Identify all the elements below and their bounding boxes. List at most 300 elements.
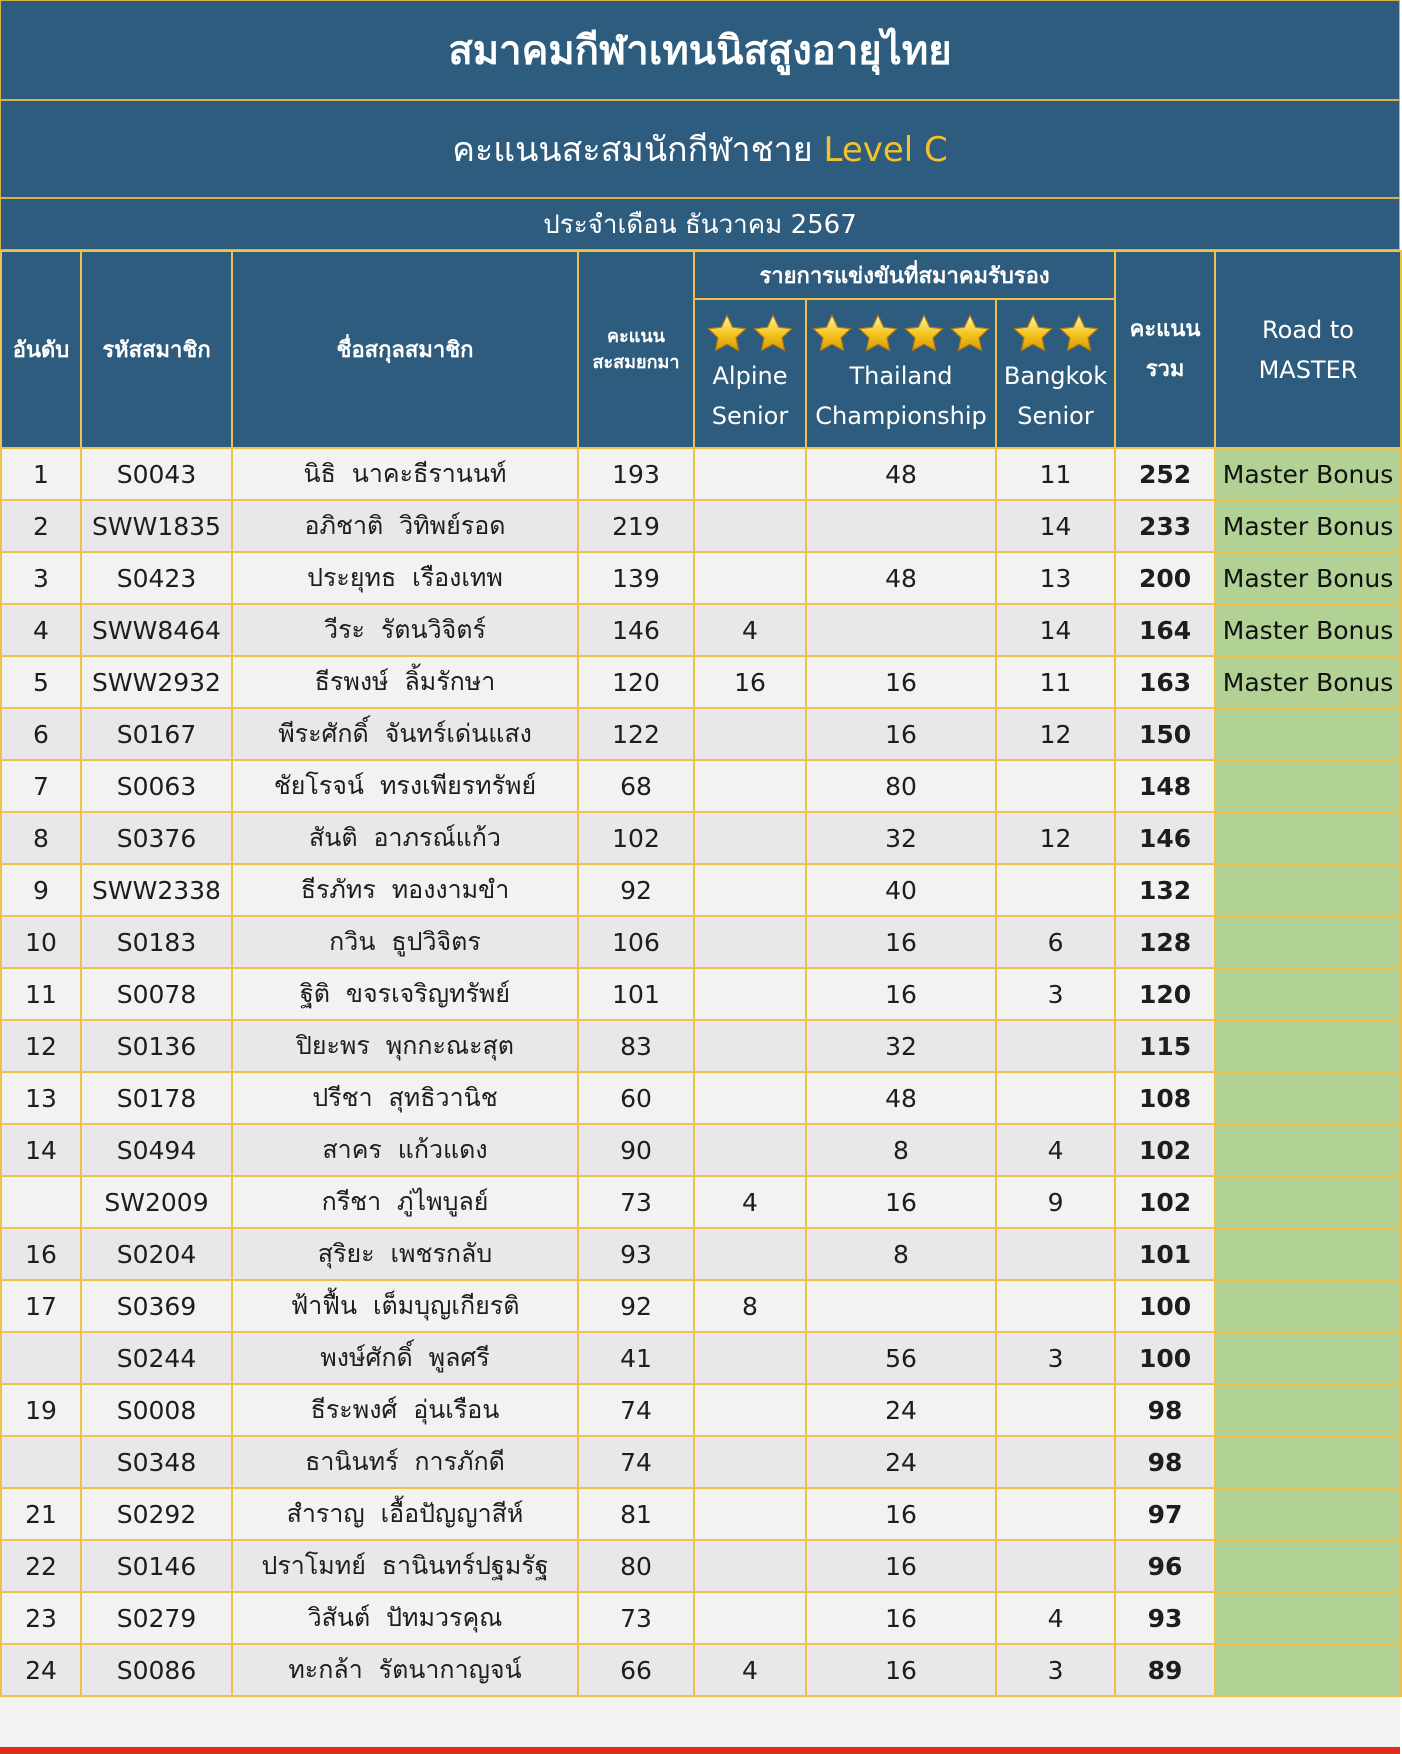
thailand-points-cell: 48 [806, 1072, 996, 1124]
table-row [1, 1020, 1401, 1072]
first-name: ปราโมทย์ [261, 1551, 366, 1580]
total-points-cell: 97 [1115, 1488, 1215, 1540]
alpine-points-cell [694, 552, 806, 604]
rank-cell: 24 [1, 1644, 81, 1696]
last-name: เต็มบุญเกียรติ [373, 1291, 520, 1320]
total-points-cell: 164 [1115, 604, 1215, 656]
thailand-points-cell: 16 [806, 656, 996, 708]
first-name: ฟ้าฟื้น [290, 1291, 358, 1320]
table-row [1, 500, 1401, 552]
member-name-cell [232, 1124, 578, 1176]
member-id-cell: S0376 [81, 812, 232, 864]
member-name-cell [232, 1644, 578, 1696]
road-to-master-cell: Master Bonus [1215, 448, 1401, 500]
first-name: พงษ์ศักดิ์ [320, 1343, 413, 1372]
member-id-cell: S0244 [81, 1332, 232, 1384]
table-row [1, 708, 1401, 760]
member-name-cell [232, 1020, 578, 1072]
road-to-master-cell [1215, 1072, 1401, 1124]
carried-points-cell: 80 [578, 1540, 694, 1592]
table-row [1, 448, 1401, 500]
alpine-points-cell [694, 1592, 806, 1644]
bangkok-points-cell [996, 1280, 1115, 1332]
last-name: อุ่นเรือน [413, 1395, 500, 1424]
bangkok-points-cell [996, 1072, 1115, 1124]
alpine-points-cell: 16 [694, 656, 806, 708]
carried-points-cell: 120 [578, 656, 694, 708]
member-name-cell [232, 812, 578, 864]
road-to-master-cell [1215, 1280, 1401, 1332]
thailand-points-cell: 80 [806, 760, 996, 812]
carried-points-cell: 93 [578, 1228, 694, 1280]
member-name-cell [232, 1228, 578, 1280]
thailand-points-cell: 48 [806, 448, 996, 500]
member-name-cell [232, 968, 578, 1020]
total-points-cell: 108 [1115, 1072, 1215, 1124]
bangkok-points-cell: 6 [996, 916, 1115, 968]
bottom-red-rule [0, 1747, 1400, 1754]
member-name-cell [232, 916, 578, 968]
road-to-master-cell [1215, 1540, 1401, 1592]
member-name-cell [232, 1280, 578, 1332]
event-name-line1: Bangkok [1003, 362, 1108, 390]
thailand-points-cell [806, 500, 996, 552]
rank-cell: 12 [1, 1020, 81, 1072]
first-name: วีระ [324, 615, 365, 644]
rank-cell: 19 [1, 1384, 81, 1436]
alpine-points-cell [694, 1228, 806, 1280]
alpine-points-cell [694, 1124, 806, 1176]
carried-points-cell: 74 [578, 1436, 694, 1488]
rank-cell: 5 [1, 656, 81, 708]
last-name: ภู่ไพบูลย์ [397, 1187, 489, 1216]
total-header-line1: คะแนน [1129, 316, 1201, 342]
thailand-points-cell: 16 [806, 708, 996, 760]
member-id-cell: S0146 [81, 1540, 232, 1592]
rank-cell: 14 [1, 1124, 81, 1176]
carried-points-cell: 68 [578, 760, 694, 812]
first-name: พีระศักดิ์ [278, 719, 369, 748]
total-points-cell: 98 [1115, 1436, 1215, 1488]
alpine-points-cell [694, 448, 806, 500]
alpine-points-cell [694, 1072, 806, 1124]
table-row [1, 1280, 1401, 1332]
last-name: การภักดี [414, 1447, 505, 1476]
carried-points-cell: 193 [578, 448, 694, 500]
member-id-cell: S0008 [81, 1384, 232, 1436]
bangkok-points-cell: 11 [996, 656, 1115, 708]
ranking-subtitle [0, 100, 1400, 198]
name-header: ชื่อสกุลสมาชิก [232, 251, 578, 448]
rank-cell: 22 [1, 1540, 81, 1592]
road-to-master-cell [1215, 968, 1401, 1020]
carried-points-cell: 60 [578, 1072, 694, 1124]
alpine-points-cell: 8 [694, 1280, 806, 1332]
table-row [1, 916, 1401, 968]
thailand-points-cell: 48 [806, 552, 996, 604]
total-points-cell: 102 [1115, 1124, 1215, 1176]
thailand-points-cell [806, 1280, 996, 1332]
last-name: แก้วแดง [397, 1135, 488, 1164]
carried-points-cell: 73 [578, 1592, 694, 1644]
road-to-master-header [1215, 251, 1401, 448]
member-name-cell [232, 448, 578, 500]
rank-cell: 23 [1, 1592, 81, 1644]
table-row [1, 1592, 1401, 1644]
road-to-master-cell [1215, 916, 1401, 968]
thailand-points-cell: 16 [806, 1644, 996, 1696]
member-id-cell: S0078 [81, 968, 232, 1020]
last-name: ทรงเพียรทรัพย์ [379, 771, 537, 800]
table-row [1, 968, 1401, 1020]
member-id-cell: SWW2338 [81, 864, 232, 916]
carried-points-cell: 219 [578, 500, 694, 552]
member-id-cell: S0494 [81, 1124, 232, 1176]
first-name: วิสันต์ [307, 1603, 371, 1632]
member-id-cell: S0178 [81, 1072, 232, 1124]
alpine-points-cell [694, 760, 806, 812]
road-to-master-cell [1215, 1488, 1401, 1540]
table-row [1, 1124, 1401, 1176]
thailand-points-cell: 32 [806, 1020, 996, 1072]
table-row [1, 1644, 1401, 1696]
alpine-points-cell [694, 1020, 806, 1072]
member-name-cell [232, 864, 578, 916]
carried-points-cell: 73 [578, 1176, 694, 1228]
total-points-cell: 233 [1115, 500, 1215, 552]
alpine-points-cell [694, 1436, 806, 1488]
member-id-cell: S0063 [81, 760, 232, 812]
level-label: Level C [823, 130, 948, 170]
star-rating [695, 300, 805, 356]
carried-header-line1: คะแนน [607, 325, 665, 347]
total-points-cell: 98 [1115, 1384, 1215, 1436]
rank-cell: 10 [1, 916, 81, 968]
rank-cell [1, 1176, 81, 1228]
total-points-cell: 96 [1115, 1540, 1215, 1592]
total-points-cell: 102 [1115, 1176, 1215, 1228]
last-name: รัตนวิจิตร์ [380, 615, 486, 644]
road-to-master-cell [1215, 760, 1401, 812]
total-points-cell: 150 [1115, 708, 1215, 760]
total-points-cell: 101 [1115, 1228, 1215, 1280]
rank-cell: 9 [1, 864, 81, 916]
table-row [1, 1540, 1401, 1592]
table-row [1, 552, 1401, 604]
road-to-master-cell [1215, 1176, 1401, 1228]
alpine-points-cell: 4 [694, 1644, 806, 1696]
last-name: รัตนากาญจน์ [378, 1655, 522, 1684]
bangkok-points-cell: 3 [996, 968, 1115, 1020]
first-name: ปรีชา [312, 1083, 373, 1112]
table-row [1, 1436, 1401, 1488]
carried-points-cell: 41 [578, 1332, 694, 1384]
first-name: กวิน [329, 927, 376, 956]
alpine-points-cell [694, 968, 806, 1020]
first-name: อภิชาติ [304, 511, 384, 540]
road-to-master-cell [1215, 1124, 1401, 1176]
thailand-points-cell: 16 [806, 968, 996, 1020]
rank-cell: 13 [1, 1072, 81, 1124]
last-name: สุทธิวานิช [388, 1083, 498, 1112]
event-name-line2: Senior [1017, 402, 1094, 430]
road-to-master-cell [1215, 1332, 1401, 1384]
alpine-points-cell [694, 916, 806, 968]
thailand-points-cell: 24 [806, 1436, 996, 1488]
bangkok-points-cell [996, 1228, 1115, 1280]
star-icon [1010, 334, 1056, 362]
association-title: สมาคมกีฬาเทนนิสสูงอายุไทย [0, 0, 1400, 100]
thailand-points-cell: 40 [806, 864, 996, 916]
total-points-cell: 252 [1115, 448, 1215, 500]
bangkok-points-cell [996, 864, 1115, 916]
member-name-cell [232, 760, 578, 812]
bangkok-points-cell [996, 1488, 1115, 1540]
last-name: ธูปวิจิตร [391, 927, 481, 956]
carried-header-line2: สะสมยกมา [592, 351, 680, 373]
member-name-cell [232, 708, 578, 760]
thailand-championship-header [806, 299, 996, 448]
star-icon [855, 334, 901, 362]
total-points-cell: 146 [1115, 812, 1215, 864]
carried-points-cell: 81 [578, 1488, 694, 1540]
thailand-points-cell: 16 [806, 916, 996, 968]
member-id-cell: S0043 [81, 448, 232, 500]
alpine-points-cell [694, 1332, 806, 1384]
carried-points-cell: 83 [578, 1020, 694, 1072]
event-name-line1: Alpine [712, 362, 788, 390]
total-points-cell: 93 [1115, 1592, 1215, 1644]
alpine-points-cell: 4 [694, 604, 806, 656]
last-name: ขจรเจริญทรัพย์ [345, 979, 511, 1008]
rank-cell [1, 1332, 81, 1384]
road-to-master-cell [1215, 864, 1401, 916]
carried-points-cell: 101 [578, 968, 694, 1020]
member-name-cell [232, 1436, 578, 1488]
total-points-cell: 100 [1115, 1280, 1215, 1332]
thailand-points-cell: 32 [806, 812, 996, 864]
last-name: เรืองเทพ [412, 563, 503, 592]
rank-cell: 16 [1, 1228, 81, 1280]
member-id-cell: S0183 [81, 916, 232, 968]
rank-cell: 1 [1, 448, 81, 500]
member-id-cell: SWW8464 [81, 604, 232, 656]
table-row [1, 656, 1401, 708]
rank-header: อันดับ [1, 251, 81, 448]
table-row [1, 864, 1401, 916]
bangkok-points-cell [996, 760, 1115, 812]
rank-cell: 21 [1, 1488, 81, 1540]
first-name: สำราญ [286, 1499, 365, 1528]
road-to-master-cell: Master Bonus [1215, 552, 1401, 604]
member-id-cell: S0167 [81, 708, 232, 760]
thailand-points-cell: 16 [806, 1488, 996, 1540]
subtitle-text: คะแนนสะสมนักกีฬาชาย [452, 130, 813, 170]
total-points-cell: 89 [1115, 1644, 1215, 1696]
star-rating [807, 300, 995, 356]
carried-points-cell: 92 [578, 1280, 694, 1332]
alpine-points-cell [694, 864, 806, 916]
rank-cell: 7 [1, 760, 81, 812]
member-name-cell [232, 1176, 578, 1228]
road-to-master-cell [1215, 1644, 1401, 1696]
carried-points-cell: 122 [578, 708, 694, 760]
last-name: เพชรกลับ [390, 1239, 493, 1268]
member-name-cell [232, 1072, 578, 1124]
star-icon [901, 334, 947, 362]
star-icon [704, 334, 750, 362]
member-name-cell [232, 552, 578, 604]
last-name: เอื้อปัญญาสีห์ [380, 1499, 524, 1528]
member-id-cell: S0136 [81, 1020, 232, 1072]
alpine-points-cell [694, 812, 806, 864]
member-id-cell: S0348 [81, 1436, 232, 1488]
carried-points-cell: 92 [578, 864, 694, 916]
rank-cell [1, 1436, 81, 1488]
member-id-cell: SW2009 [81, 1176, 232, 1228]
bangkok-points-cell: 11 [996, 448, 1115, 500]
road-to-master-cell: Master Bonus [1215, 656, 1401, 708]
member-id-cell: S0279 [81, 1592, 232, 1644]
road-to-master-cell [1215, 708, 1401, 760]
first-name: สันติ [309, 823, 358, 852]
thailand-points-cell: 16 [806, 1176, 996, 1228]
road-to-master-cell: Master Bonus [1215, 604, 1401, 656]
last-name: วิทิพย์รอด [399, 511, 506, 540]
bangkok-points-cell: 13 [996, 552, 1115, 604]
road-to-master-cell [1215, 1592, 1401, 1644]
first-name: กรีชา [321, 1187, 382, 1216]
first-name: สุริยะ [317, 1239, 375, 1268]
bangkok-points-cell: 12 [996, 708, 1115, 760]
bangkok-points-cell [996, 1384, 1115, 1436]
rank-cell: 8 [1, 812, 81, 864]
bangkok-points-cell: 14 [996, 604, 1115, 656]
last-name: ทองงามขำ [391, 875, 510, 904]
thailand-points-cell: 16 [806, 1592, 996, 1644]
carried-points-cell: 74 [578, 1384, 694, 1436]
first-name: ธีรภัทร [300, 875, 376, 904]
thailand-points-cell: 8 [806, 1124, 996, 1176]
alpine-points-cell [694, 500, 806, 552]
total-header [1115, 251, 1215, 448]
first-name: นิธิ [303, 459, 336, 488]
alpine-senior-header [694, 299, 806, 448]
bangkok-points-cell: 4 [996, 1124, 1115, 1176]
score-table [0, 250, 1402, 1697]
bangkok-senior-header [996, 299, 1115, 448]
last-name: ลิ้มรักษา [404, 667, 496, 696]
first-name: ทะกล้า [288, 1655, 363, 1684]
thailand-points-cell [806, 604, 996, 656]
first-name: ปิยะพร [295, 1031, 370, 1060]
bangkok-points-cell: 4 [996, 1592, 1115, 1644]
rank-cell: 11 [1, 968, 81, 1020]
road-header-line1: Road to [1262, 315, 1354, 344]
table-row [1, 1384, 1401, 1436]
carried-points-cell: 102 [578, 812, 694, 864]
rank-cell: 2 [1, 500, 81, 552]
bangkok-points-cell [996, 1436, 1115, 1488]
total-points-cell: 100 [1115, 1332, 1215, 1384]
member-name-cell [232, 656, 578, 708]
bangkok-points-cell [996, 1020, 1115, 1072]
first-name: ธีระพงศ์ [310, 1395, 398, 1424]
total-points-cell: 148 [1115, 760, 1215, 812]
alpine-points-cell [694, 1488, 806, 1540]
bangkok-points-cell: 14 [996, 500, 1115, 552]
road-to-master-cell [1215, 812, 1401, 864]
table-row [1, 1488, 1401, 1540]
first-name: ฐิติ [299, 979, 330, 1008]
events-group-header: รายการแข่งขันที่สมาคมรับรอง [694, 251, 1115, 299]
last-name: นาคะธีรานนท์ [351, 459, 507, 488]
road-to-master-cell [1215, 1020, 1401, 1072]
last-name: อาภรณ์แก้ว [373, 823, 501, 852]
thailand-points-cell: 56 [806, 1332, 996, 1384]
carried-points-cell: 90 [578, 1124, 694, 1176]
star-icon [809, 334, 855, 362]
carried-points-header [578, 251, 694, 448]
carried-points-cell: 106 [578, 916, 694, 968]
table-row [1, 1176, 1401, 1228]
member-name-cell [232, 1540, 578, 1592]
member-id-cell: S0086 [81, 1644, 232, 1696]
month-label: ประจำเดือน ธันวาคม 2567 [0, 198, 1400, 250]
member-name-cell [232, 604, 578, 656]
last-name: ปัทมวรคุณ [386, 1603, 503, 1632]
carried-points-cell: 66 [578, 1644, 694, 1696]
thailand-points-cell: 8 [806, 1228, 996, 1280]
ranking-rows [1, 448, 1401, 1696]
last-name: พุกกะณะสุต [385, 1031, 515, 1060]
member-id-cell: SWW2932 [81, 656, 232, 708]
road-to-master-cell [1215, 1228, 1401, 1280]
table-row [1, 812, 1401, 864]
total-points-cell: 200 [1115, 552, 1215, 604]
total-points-cell: 163 [1115, 656, 1215, 708]
carried-points-cell: 139 [578, 552, 694, 604]
first-name: ธานินทร์ [305, 1447, 399, 1476]
total-points-cell: 115 [1115, 1020, 1215, 1072]
last-name: พูลศรี [428, 1343, 490, 1372]
star-icon [750, 334, 796, 362]
road-to-master-cell [1215, 1384, 1401, 1436]
last-name: ธานินทร์ปฐมรัฐ [381, 1551, 549, 1580]
last-name: จันทร์เด่นแสง [384, 719, 532, 748]
rank-cell: 3 [1, 552, 81, 604]
thailand-points-cell: 24 [806, 1384, 996, 1436]
rank-cell: 4 [1, 604, 81, 656]
event-name-line2: Championship [815, 402, 987, 430]
member-name-cell [232, 1384, 578, 1436]
member-id-header: รหัสสมาชิก [81, 251, 232, 448]
alpine-points-cell [694, 1384, 806, 1436]
star-icon [947, 334, 993, 362]
member-name-cell [232, 500, 578, 552]
member-id-cell: SWW1835 [81, 500, 232, 552]
bangkok-points-cell: 3 [996, 1332, 1115, 1384]
table-row [1, 1332, 1401, 1384]
road-header-line2: MASTER [1258, 355, 1358, 384]
road-to-master-cell [1215, 1436, 1401, 1488]
alpine-points-cell: 4 [694, 1176, 806, 1228]
member-id-cell: S0204 [81, 1228, 232, 1280]
table-row [1, 1072, 1401, 1124]
thailand-points-cell: 16 [806, 1540, 996, 1592]
star-rating [997, 300, 1114, 356]
bangkok-points-cell: 12 [996, 812, 1115, 864]
